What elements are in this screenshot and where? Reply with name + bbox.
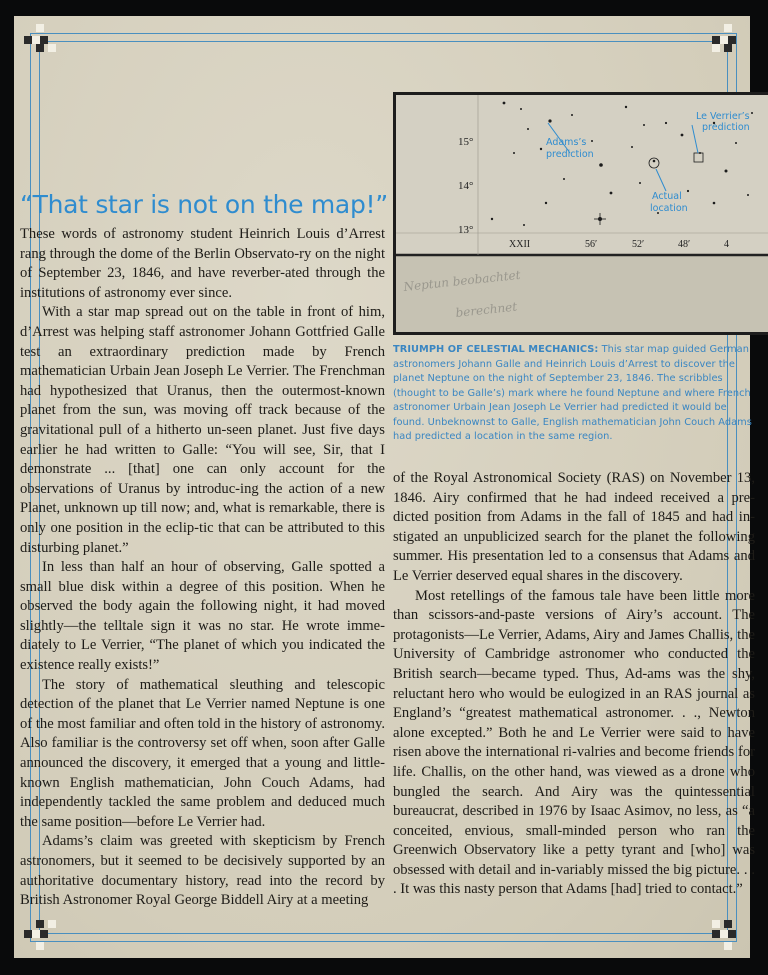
dec-tick-14: 14° [458,180,474,192]
ra-tick-56: 56′ [585,239,598,250]
corner-ornament-top-right [700,24,744,68]
dec-tick-15: 15° [458,136,474,148]
paragraph-3: In less than half an hour of observing, Galle spotted a small blue disk within a degree of this position. When he observed the body again the following night, it had moved slightly—the telltale sign it was no star. He wrote imme-diately to Le Verrier, “The planet of which you indicated the existence really exists!” [20,559,385,674]
paragraph-2: With a star map spread out on the table in front of him, d’Arrest was helping staff astronomer Johann Gottfried Galle test an extraordinary prediction made by French mathematician Urbain Jean Joseph Le Verrier. The Frenchman had hypothesized that Uranus, then the outermost-known planet from the sun, was moving off track because of the gravitational pull of a hitherto un-seen planet. Just five days earlier he had written to Galle: “You will see, Sir, that I demonstrate ... [that] one can only account for the observations of Uranus by introduc-ing the action of a new Planet, unknown up till now; and, what is remarkable, there is only one position in the eclip-tic that can be attributed to this disturbing planet.” [20,304,385,556]
adams-label-line1: Adams’s [546,137,587,148]
handwriting-line1: Neptun beobachtet [402,267,522,294]
star-map-image [396,95,768,335]
adams-label-line2: prediction [546,149,594,160]
dec-tick-13: 13° [458,224,474,236]
paragraph-4: The story of mathematical sleuthing and telescopic detection of the planet that Le Verrier named Neptune is one of the most familiar and often told in the history of astronomy. Also familiar is the controversy set off when, soon after Galle announced the discovery, it emerged that a young and little-known English mathematician, John Couch Adams, had independently tackled the same problem and deduced much the same position—before Le Verrier had. [20,676,385,830]
corner-ornament-top-left [24,24,68,68]
le-verrier-label-line1: Le Verrier’s [696,111,750,122]
corner-ornament-bottom-left [24,910,68,954]
star-map-figure [393,92,768,335]
paragraph-7: Most retellings of the famous tale have been little more than scissors-and-paste versions of Airy’s account. The protagonists—Le Verrier, Adams, Airy and James Challis, the University of Cambridge astronomer who conducted the British search—became typed. Thus, Ad-ams was the shy, reluctant hero who would be eulogized in an RAS journal as England’s “greatest mathematical astronomer. . ., Newton alone excepted.” Both he and Le Verrier were said to have risen above the international ri-valries and become friends for life. Challis, on the other hand, was viewed as a drone who bungled the search. And Airy was the quintessential bureaucrat, described in 1976 by Isaac Asimov, no less, as “a conceited, envious, small-minded person who ran the Greenwich Observatory like a petty tyrant and [who] was obsessed with detail and in-variably missed the big picture. . . . It was this nasty person that Adams [had] tried to contact.” [393,587,755,898]
actual-label-line1: Actual [652,191,682,202]
article-headline: “That star is not on the map!” [20,190,388,219]
ra-tick-48: 48′ [678,239,691,250]
caption-body: This star map guided German astronomers Johann Galle and Heinrich Louis d’Arrest to discover the planet Neptune on the night of September 23, 1846. The scribbles (thought to be Galle’s) mark where he found Neptune and where French astronomer Urbain Jean Joseph Le Verrier had predicted it would be found. Unbeknownst to Galle, English mathematician John Couch Adams had predicted a location in the same region. [393,344,752,442]
figure-caption [393,343,755,445]
paragraph-5: Adams’s claim was greeted with skepticism by French astronomers, but it seemed to be decisively supported by an authoritative documentary history, read into the record by British Astronomer Royal George Biddell Airy at a meeting [20,833,385,909]
ra-tick-4: 4 [724,239,729,250]
paragraph-1: These words of astronomy student Heinrich Louis d’Arrest rang through the dome of the Berlin Observato-ry on the night of September 23, 1846, and have reverber-ated through the institutions of astronomy ever since. [20,226,385,301]
ra-tick-52: 52′ [632,239,645,250]
actual-label-line2: location [650,203,688,214]
handwriting-line2: berechnet [454,299,518,320]
article-column-left [20,225,385,911]
corner-ornament-bottom-right [700,910,744,954]
caption-head: TRIUMPH OF CELESTIAL MECHANICS: [393,344,599,355]
ra-tick-xxii: XXII [509,239,531,250]
paragraph-6: of the Royal Astronomical Society (RAS) on November 13, 1846. Airy confirmed that he had indeed received a pre-dicted position from Adams in the fall of 1845 and had in-stigated an unpublicized search for the planet the following summer. His presentation led to a consensus that Adams and Le Verrier deserved equal shares in the discovery. [393,470,755,584]
article-column-right [393,469,755,900]
le-verrier-label-line2: prediction [702,122,750,133]
